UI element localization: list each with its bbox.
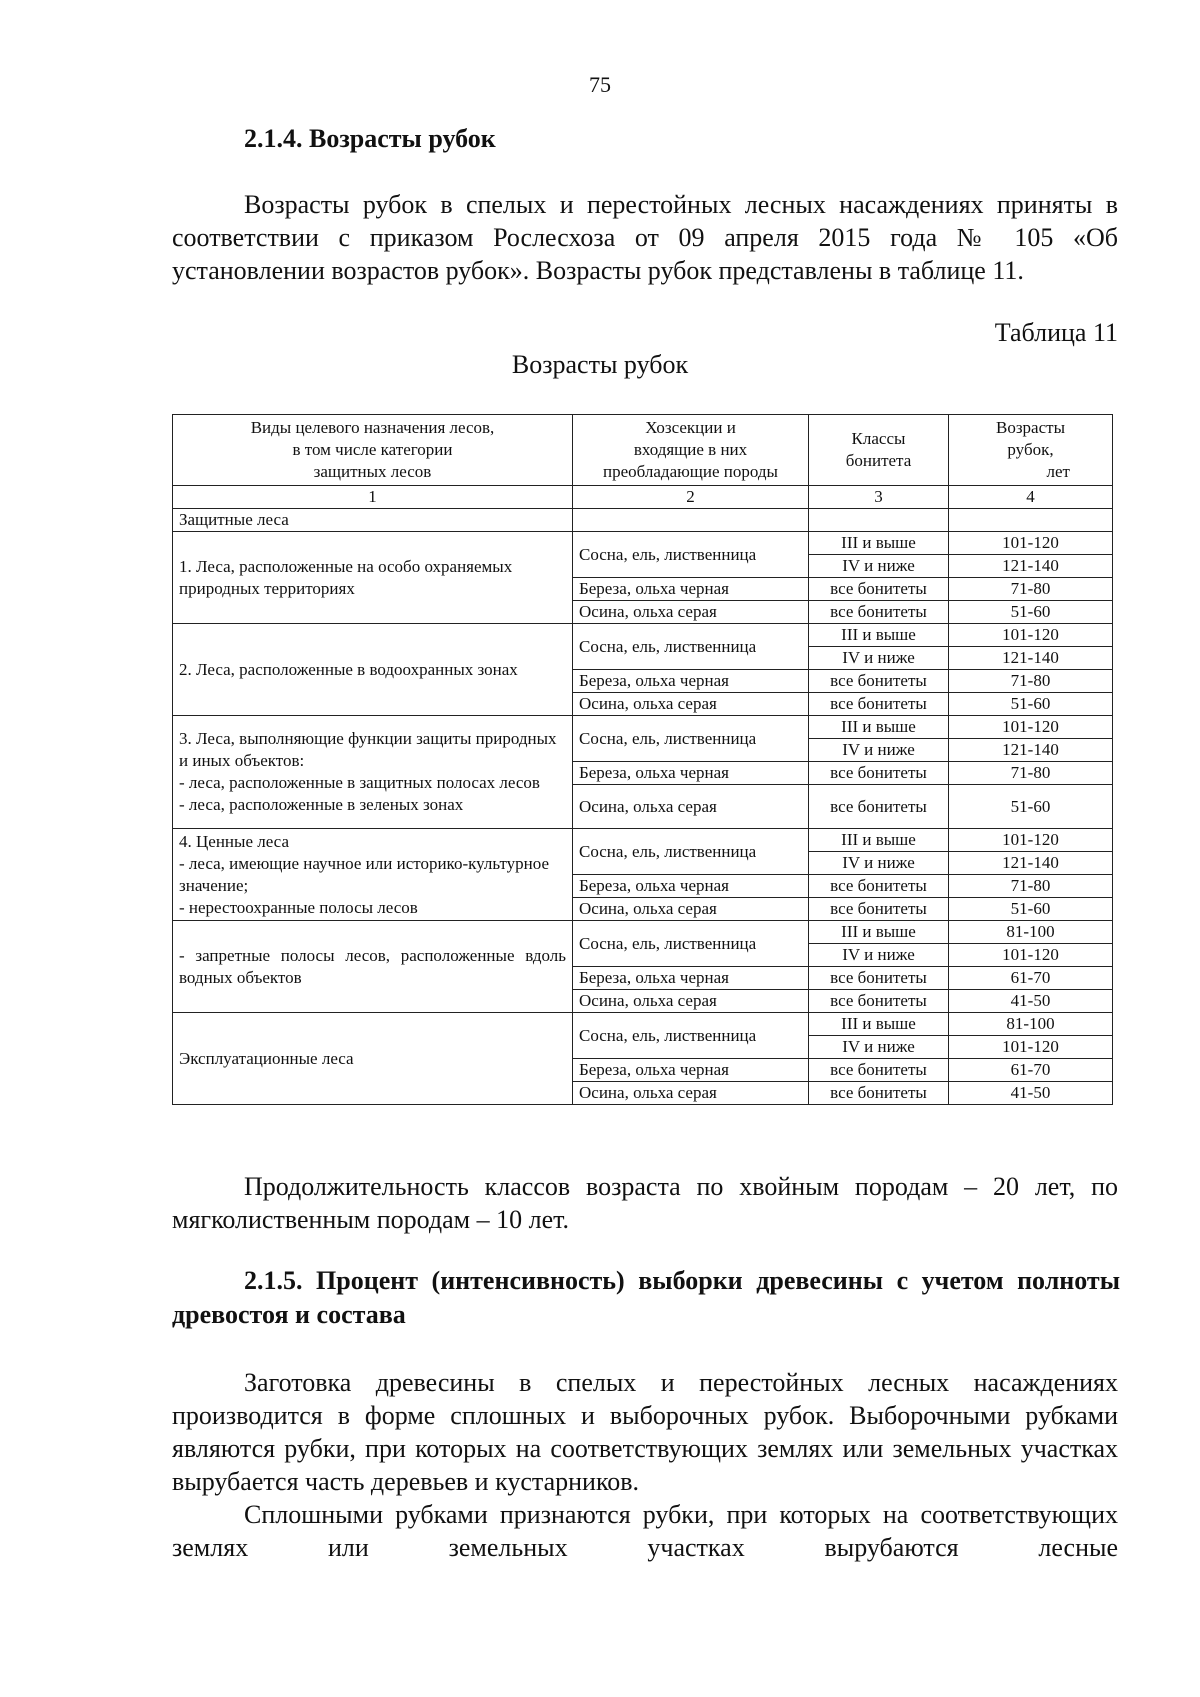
page-number: 75: [589, 72, 611, 97]
table-row: Береза, ольха черная все бонитеты 71-80: [173, 578, 1113, 601]
table-row: [173, 509, 1113, 532]
group5-desc: - запретные полосы лесов, расположенные вдоль водных объектов: [173, 921, 573, 1013]
group2-desc: 2. Леса, расположенные в водоохранных зонах: [173, 624, 573, 716]
section-heading-2-1-5: 2.1.5. Процент (интенсивность) выборки древесины с учетом полноты древостоя и состава: [172, 1266, 1120, 1329]
table-row: Осина, ольха серая все бонитеты 51-60: [173, 898, 1113, 921]
table-row: IV и ниже 101-120: [173, 944, 1113, 967]
table-row: Осина, ольха серая все бонитеты 51-60: [173, 693, 1113, 716]
protective-forests-label: Защитные леса: [173, 509, 573, 532]
table-row: IV и ниже 121-140: [173, 852, 1113, 875]
table-row: IV и ниже 121-140: [173, 739, 1113, 762]
table-header-row: [173, 415, 1113, 486]
table-row: Эксплуатационные леса Сосна, ель, лиственница III и выше 81-100: [173, 1013, 1113, 1036]
table-row: Береза, ольха черная все бонитеты 71-80: [173, 875, 1113, 898]
age-class-paragraph: Продолжительность классов возраста по хвойным породам – 20 лет, по мягколиственным породам – 10 лет.: [172, 1172, 1118, 1234]
group3-desc: 3. Леса, выполняющие функции защиты природных и иных объектов: - леса, расположенные в защитных полосах лесов - леса, расположенные в зеленых зонах: [173, 716, 573, 829]
table-title: Возрасты рубок: [511, 350, 689, 379]
table-row: Береза, ольха черная все бонитеты 71-80: [173, 762, 1113, 785]
group4-desc: 4. Ценные леса - леса, имеющие научное или историко-культурное значение; - нерестоохранные полосы лесов: [173, 829, 573, 921]
table-row: - запретные полосы лесов, расположенные вдоль водных объектов Сосна, ель, лиственница III и выше 81-100: [173, 921, 1113, 944]
header-purpose: Виды целевого назначения лесов, в том числе категории защитных лесов: [173, 415, 573, 486]
section-heading-2-1-4: 2.1.4. Возрасты рубок: [244, 124, 496, 153]
table-row: Береза, ольха черная все бонитеты 71-80: [173, 670, 1113, 693]
table-row: Осина, ольха серая все бонитеты 51-60: [173, 601, 1113, 624]
table-row: Береза, ольха черная все бонитеты 61-70: [173, 967, 1113, 990]
clear-cut-paragraph: Сплошными рубками признаются рубки, при которых на соответствующих землях или земельных участках вырубаются лесные: [172, 1500, 1118, 1562]
group1-desc: 1. Леса, расположенные на особо охраняемых природных территориях: [173, 532, 573, 624]
table-row: IV и ниже 101-120: [173, 1036, 1113, 1059]
table-row: IV и ниже 121-140: [173, 555, 1113, 578]
table-row: 2. Леса, расположенные в водоохранных зонах Сосна, ель, лиственница III и выше 101-120: [173, 624, 1113, 647]
header-sections: Хозсекции и входящие в них преобладающие породы: [573, 415, 809, 486]
intro-paragraph: Возрасты рубок в спелых и перестойных лесных насаждениях приняты в соответствии с приказом Рослесхоза от 09 апреля 2015 года № 105 «Об установлении возрастов рубок». Возрасты рубок представлены в таблице 11.: [172, 190, 1118, 285]
table-row: Осина, ольха серая все бонитеты 41-50: [173, 990, 1113, 1013]
harvesting-paragraph: Заготовка древесины в спелых и перестойных лесных насаждениях производится в форме сплошных и выборочных рубок. Выборочными рубками являются рубки, при которых на соответствующих землях или земельных участках вырубается часть деревьев и кустарников.: [172, 1368, 1118, 1496]
table-row: 1. Леса, расположенные на особо охраняемых природных территориях Сосна, ель, лиственница III и выше 101-120: [173, 532, 1113, 555]
header-classes: Классы бонитета: [809, 415, 949, 486]
table-row: Осина, ольха серая все бонитеты 41-50: [173, 1082, 1113, 1105]
table-row: Береза, ольха черная все бонитеты 61-70: [173, 1059, 1113, 1082]
header-ages: Возрасты рубок, лет: [949, 415, 1113, 486]
table-row: IV и ниже 121-140: [173, 647, 1113, 670]
cutting-age-table: [172, 414, 1113, 1105]
column-number-row: 1 2 3 4: [173, 486, 1113, 509]
table-label: Таблица 11: [994, 318, 1118, 347]
group6-desc: Эксплуатационные леса: [173, 1013, 573, 1105]
table-row: Осина, ольха серая все бонитеты 51-60: [173, 785, 1113, 829]
table-row: 3. Леса, выполняющие функции защиты природных и иных объектов: - леса, расположенные в защитных полосах лесов - леса, расположенные в зеленых зонах Сосна, ель, лиственница III и выше 101-120: [173, 716, 1113, 739]
table-row: 4. Ценные леса - леса, имеющие научное или историко-культурное значение; - нерестоохранные полосы лесов Сосна, ель, лиственница III и выше 101-120: [173, 829, 1113, 852]
